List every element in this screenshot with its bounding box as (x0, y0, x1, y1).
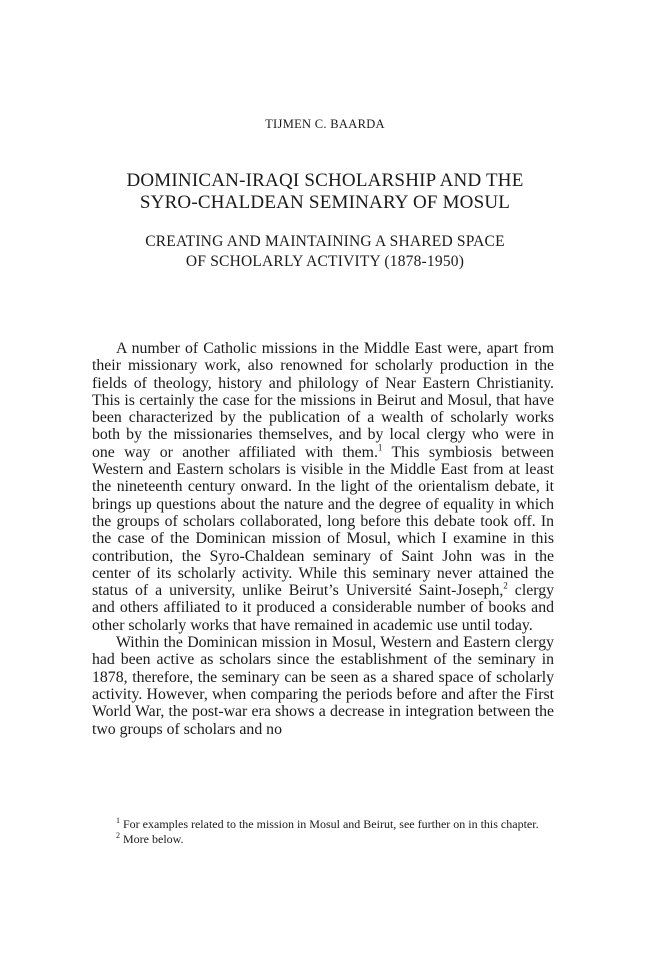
chapter-subtitle-line-2: OF SCHOLARLY ACTIVITY (1878-1950) (185, 253, 465, 270)
footnote-1 (92, 817, 554, 832)
chapter-title (60, 170, 590, 214)
footnote-ref-1: 1 (377, 442, 383, 453)
footnote-2-number: 2 (116, 831, 120, 840)
author-name: TIJMEN C. BAARDA (265, 117, 385, 131)
paragraph-1-part-1: A number of Catholic missions in the Middle East were, apart from their missionary work, also renowned for scholarly production in the fields of theology, history and philology of Near Eastern Christianity. This is certainly the case for the missions in Beirut and Mosul, that have been characterized by the publication of a wealth of scholarly works both by the missionaries themselves, and by local clergy who were in one way or another affiliated with them. (92, 340, 554, 461)
chapter-subtitle (60, 232, 590, 272)
footnote-1-number: 1 (116, 816, 120, 825)
chapter-title-line-2: SYRO-CHALDEAN SEMINARY OF MOSUL (139, 192, 511, 213)
footnote-2-text: More below. (123, 832, 184, 846)
footnote-ref-2: 2 (503, 580, 508, 591)
paragraph-1-part-2: This symbiosis between Western and Eastern scholars is visible in the Middle East from at least the nineteenth century onward. In the light of the orientalism debate, it brings up questions about the nature and the degree of equality in which the groups of scholars collaborated, long before this debate took off. In the case of the Dominican mission of Mosul, which I examine in this contribution, the Syro-Chaldean seminary of Saint John was in the center of its scholarly activity. While this seminary never attained the status of a university, unlike Beirut’s Université Saint-Joseph, (92, 443, 554, 600)
footnote-2 (92, 832, 554, 847)
chapter-title-line-1: DOMINICAN-IRAQI SCHOLARSHIP AND THE (126, 170, 524, 191)
paragraph-1-part-3: clergy and others affiliated to it produced a considerable number of books and other scholarly works that have remained in academic use until today. (92, 582, 554, 634)
footnotes (92, 817, 554, 847)
footnote-1-text: For examples related to the mission in Mosul and Beirut, see further on in this chapter. (123, 817, 539, 831)
paragraph-2: Within the Dominican mission in Mosul, Western and Eastern clergy had been active as scholars since the establishment of the seminary in 1878, therefore, the seminary can be seen as a shared space of scholarly activity. However, when comparing the periods before and after the First World War, the post-war era shows a decrease in integration between the two groups of scholars and no (92, 634, 554, 738)
chapter-subtitle-line-1: CREATING AND MAINTAINING A SHARED SPACE (145, 233, 505, 250)
paragraph-1 (92, 340, 554, 634)
body-text (92, 340, 554, 738)
